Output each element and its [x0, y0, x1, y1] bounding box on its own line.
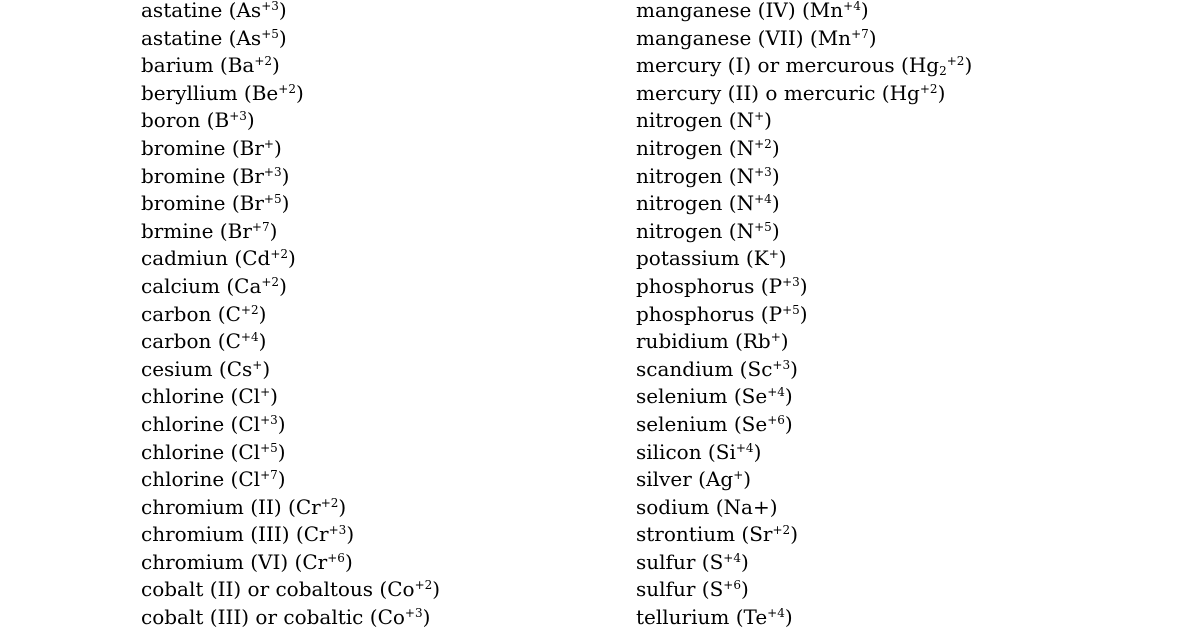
ion-symbol: C	[225, 301, 241, 326]
ion-charge: +3	[263, 164, 282, 179]
ion-symbol: N	[736, 108, 755, 133]
ion-name: nitrogen	[636, 135, 723, 160]
ion-name: brmine	[141, 218, 214, 243]
ion-entry: phosphorus $(P^{+5})$	[636, 301, 808, 326]
ion-charge: +3	[261, 0, 279, 13]
ion-charge: +6	[767, 412, 785, 427]
ion-entry: chromium (III) $(Cr^{+3})$	[141, 522, 355, 547]
ion-charge: +3	[782, 274, 800, 289]
ion-entry: manganese (VII) $(Mn^{+7})$	[636, 25, 877, 50]
ion-symbol: Sr	[749, 522, 773, 547]
ion-charge: +3	[229, 109, 247, 124]
ion-name: nitrogen	[636, 191, 723, 216]
ion-entry: nitrogen (N+)	[636, 108, 772, 133]
ion-entry: bromine (Br+)	[141, 135, 282, 160]
ion-name: sulfur	[636, 577, 696, 602]
ion-symbol: Be	[251, 80, 279, 105]
ion-charge: +2	[261, 274, 280, 289]
ion-name: chromium (VI)	[141, 549, 289, 574]
ion-entry: carbon $(C^{+2})$	[141, 301, 267, 326]
ion-symbol: B	[214, 108, 230, 133]
ion-entry: chromium (II) $(Cr^{+2})$	[141, 494, 347, 519]
ion-charge: +4	[843, 0, 861, 13]
ion-name: chlorine	[141, 384, 225, 409]
ion-entry: barium $(Ba^{+2})$	[141, 53, 280, 78]
ion-symbol: Se	[741, 384, 768, 409]
ion-name: chlorine	[141, 411, 225, 436]
ion-entry: chromium (VI) $(Cr^{+6})$	[141, 549, 353, 574]
ion-charge: +4	[767, 606, 785, 621]
ion-charge: +2	[414, 578, 433, 593]
ion-symbol: K	[753, 246, 769, 271]
ion-entry: potassium (K+)	[636, 246, 787, 271]
ion-entry: carbon $(C^{+4})$	[141, 329, 267, 354]
ion-charge: +6	[723, 578, 741, 593]
ion-name: sulfur	[636, 549, 696, 574]
ion-name: manganese (VII)	[636, 25, 804, 50]
ion-symbol: Cr	[303, 522, 329, 547]
ion-charge: +4	[767, 385, 785, 400]
ion-symbol: Hg	[908, 53, 940, 78]
ion-symbol: Cl	[238, 384, 261, 409]
ion-entry: cobalt (III) or cobaltic $(Co^{+3})$	[141, 605, 431, 630]
ion-symbol: Na+	[723, 494, 770, 519]
ion-symbol: Cr	[295, 494, 321, 519]
ion-name: phosphorus	[636, 301, 755, 326]
ion-charge: +3	[772, 357, 791, 372]
ion-entry: bromine $(Br^{+5})$	[141, 191, 290, 216]
ion-charge: +	[260, 385, 271, 400]
ion-entry: sodium (Na+)	[636, 494, 778, 519]
ion-entry: nitrogen $(N^{+5})$	[636, 218, 780, 243]
ion-entry: brmine $(Br^{+7})$	[141, 218, 278, 243]
ion-charge: +5	[754, 219, 772, 234]
ion-entry: nitrogen $(N^{+3})$	[636, 163, 780, 188]
ion-subscript: 2	[939, 64, 947, 79]
ion-name: mercury (I) or mercurous	[636, 53, 895, 78]
ion-name: strontium	[636, 522, 736, 547]
ion-charge: +	[252, 357, 263, 372]
ion-name: nitrogen	[636, 163, 723, 188]
ion-symbol: Cl	[238, 439, 261, 464]
ion-name: cesium	[141, 356, 213, 381]
ion-symbol: Co	[377, 605, 405, 630]
ion-entry: nitrogen $(N^{+4})$	[636, 191, 780, 216]
ion-charge: +2	[240, 302, 259, 317]
ion-entry: cadmiun $(Cd^{+2})$	[141, 246, 296, 271]
ion-charge: +	[754, 109, 765, 124]
ion-symbol: Te	[743, 605, 768, 630]
ion-entry: rubidium (Rb+)	[636, 329, 789, 354]
ion-entry: selenium $(Se^{+6})$	[636, 411, 793, 436]
ion-symbol: Cs	[226, 356, 253, 381]
ion-entry: sulfur $(S^{+4})$	[636, 549, 749, 574]
left-column-list	[141, 0, 440, 632]
ion-symbol: N	[736, 135, 755, 160]
ion-entry: nitrogen $(N^{+2})$	[636, 135, 780, 160]
ion-name: cobalt (II) or cobaltous	[141, 577, 374, 602]
ion-symbol: Se	[741, 411, 768, 436]
ion-name: chromium (III)	[141, 522, 290, 547]
ion-charge: +3	[754, 164, 772, 179]
ion-symbol: Br	[227, 218, 252, 243]
ion-entry: cesium (Cs+)	[141, 356, 271, 381]
ion-charge: +7	[851, 26, 869, 41]
ion-symbol: Br	[239, 191, 264, 216]
ion-symbol: Br	[239, 163, 264, 188]
ion-name: selenium	[636, 411, 728, 436]
ion-entry: scandium $(Sc^{+3})$	[636, 356, 798, 381]
ion-symbol: As	[236, 0, 262, 22]
ion-name: chlorine	[141, 439, 225, 464]
ion-charge: +4	[240, 330, 259, 345]
ion-name: nitrogen	[636, 108, 723, 133]
ion-name: beryllium	[141, 80, 238, 105]
ion-entry: astatine $(As^{+3})$	[141, 0, 287, 22]
ion-entry: manganese (IV) $(Mn^{+4})$	[636, 0, 869, 22]
ion-charge: +4	[723, 550, 741, 565]
ion-entry: mercury (II) o mercuric $(Hg^{+2})$	[636, 80, 946, 105]
ion-symbol: Cr	[302, 549, 328, 574]
ion-symbol: C	[225, 329, 241, 354]
ion-symbol: Si	[715, 439, 736, 464]
ion-entry: strontium $(Sr^{+2})$	[636, 522, 799, 547]
ion-symbol: Ag	[705, 467, 734, 492]
ion-name: astatine	[141, 25, 223, 50]
ion-charge: +2	[919, 81, 938, 96]
ion-charge: +6	[327, 550, 345, 565]
ion-entry: mercury (I) or mercurous $(Hg_2^{+2})$	[636, 53, 973, 79]
ion-charge: +3	[404, 606, 423, 621]
ion-charge: +	[733, 468, 744, 483]
ion-charge: +	[768, 247, 779, 262]
ion-symbol: Ca	[234, 273, 262, 298]
ion-symbol: Mn	[817, 25, 852, 50]
ion-charge: +	[263, 136, 274, 151]
ion-name: phosphorus	[636, 273, 755, 298]
ion-charge: +2	[270, 247, 289, 262]
ion-symbol: Cd	[242, 246, 271, 271]
ion-name: boron	[141, 108, 201, 133]
ion-name: sodium	[636, 494, 710, 519]
ion-name: carbon	[141, 329, 212, 354]
ion-entry: boron $(B^{+3})$	[141, 108, 255, 133]
ion-name: bromine	[141, 191, 226, 216]
ion-entry: cobalt (II) or cobaltous $(Co^{+2})$	[141, 577, 441, 602]
ion-name: nitrogen	[636, 218, 723, 243]
ion-symbol: P	[768, 273, 783, 298]
ion-name: cadmiun	[141, 246, 229, 271]
ion-charge: +4	[735, 440, 754, 455]
ion-charge: +3	[260, 412, 278, 427]
ion-name: rubidium	[636, 329, 729, 354]
ion-name: carbon	[141, 301, 212, 326]
ion-name: cobalt (III) or cobaltic	[141, 605, 364, 630]
ion-name: barium	[141, 53, 214, 78]
ion-charge: +4	[754, 192, 772, 207]
ion-entry: chlorine $(Cl^{+7})$	[141, 467, 286, 492]
ion-symbol: N	[736, 163, 755, 188]
ion-charge: +5	[261, 26, 279, 41]
ion-charge: +2	[772, 523, 791, 538]
ion-name: astatine	[141, 0, 223, 22]
ion-symbol: Co	[387, 577, 415, 602]
ion-symbol: S	[709, 549, 724, 574]
ion-charge: +7	[251, 219, 270, 234]
ion-symbol: Mn	[809, 0, 844, 22]
ion-entry: phosphorus $(P^{+3})$	[636, 273, 808, 298]
ion-entry: selenium $(Se^{+4})$	[636, 384, 793, 409]
ion-entry: silver (Ag+)	[636, 467, 752, 492]
ion-symbol: Sc	[747, 356, 773, 381]
ion-name: manganese (IV)	[636, 0, 796, 22]
ion-charge: +5	[263, 192, 282, 207]
ion-name: bromine	[141, 163, 226, 188]
right-column-list	[636, 0, 972, 632]
ion-charge: +2	[946, 54, 965, 69]
ion-charge: +2	[754, 136, 772, 151]
ion-entry: tellurium $(Te^{+4})$	[636, 605, 793, 630]
ion-entry: chlorine $(Cl^{+3})$	[141, 411, 286, 436]
ion-charge: +3	[328, 523, 347, 538]
ion-entry: astatine $(As^{+5})$	[141, 25, 287, 50]
ion-charge: +	[770, 330, 781, 345]
ion-name: chlorine	[141, 467, 225, 492]
ion-charge: +2	[254, 54, 273, 69]
ion-entry: calcium $(Ca^{+2})$	[141, 273, 287, 298]
ion-charge: +2	[278, 81, 296, 96]
ion-name: mercury (II) o mercuric	[636, 80, 876, 105]
ion-symbol: S	[709, 577, 724, 602]
ion-symbol: N	[736, 191, 755, 216]
ion-name: selenium	[636, 384, 728, 409]
ion-name: silicon	[636, 439, 702, 464]
ion-entry: sulfur $(S^{+6})$	[636, 577, 749, 602]
ion-name: tellurium	[636, 605, 730, 630]
ion-name: silver	[636, 467, 692, 492]
ion-name: potassium	[636, 246, 740, 271]
ion-charge: +2	[320, 495, 339, 510]
ion-symbol: As	[236, 25, 262, 50]
ion-entry: chlorine $(Cl^{+5})$	[141, 439, 286, 464]
ion-charge: +5	[260, 440, 278, 455]
ion-symbol: Br	[239, 135, 264, 160]
ion-entry: beryllium $(Be^{+2})$	[141, 80, 304, 105]
ion-symbol: Cl	[238, 411, 261, 436]
ion-symbol: Ba	[227, 53, 255, 78]
ion-name: bromine	[141, 135, 226, 160]
ion-name: scandium	[636, 356, 734, 381]
ion-entry: chlorine (Cl+)	[141, 384, 278, 409]
ion-symbol: Cl	[238, 467, 261, 492]
ion-charge: +5	[782, 302, 800, 317]
ion-name: chromium (II)	[141, 494, 282, 519]
ion-entry: silicon $(Si^{+4})$	[636, 439, 762, 464]
ion-symbol: N	[736, 218, 755, 243]
ion-symbol: Hg	[889, 80, 920, 105]
ion-charge: +7	[260, 468, 278, 483]
ion-symbol: Rb	[742, 329, 771, 354]
ion-entry: bromine $(Br^{+3})$	[141, 163, 290, 188]
ion-symbol: P	[768, 301, 783, 326]
ion-name: calcium	[141, 273, 220, 298]
